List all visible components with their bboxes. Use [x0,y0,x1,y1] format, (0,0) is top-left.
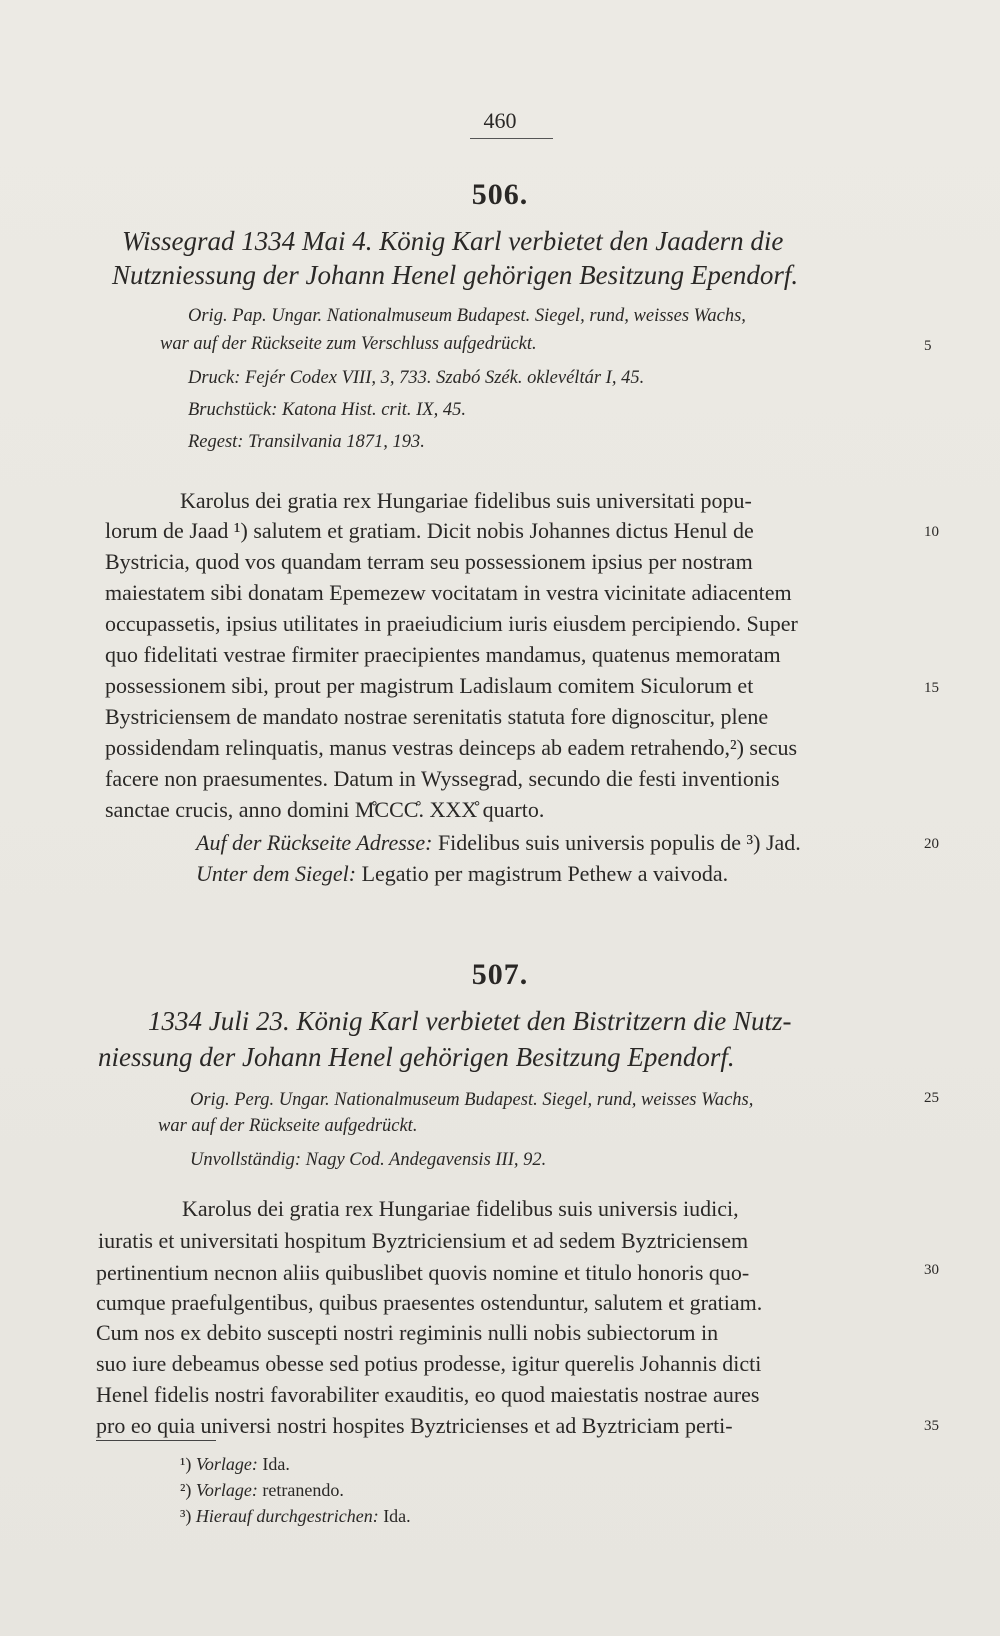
doc1-body-line-11: sanctae crucis, anno domini M̊CCC̊. XXX̊ quarto. [105,797,545,822]
footnote-label: Hierauf durchgestrichen: [195,1506,379,1526]
footnote-rule [96,1440,216,1441]
doc1-body-line-5: occupassetis, ipsius utilitates in praeiudicium iuris eiusdem percipiendo. Super [105,611,798,636]
line-number-5: 5 [924,338,932,354]
footnote-text: Ida. [383,1506,411,1526]
doc2-body-line-1: Karolus dei gratia rex Hungariae fidelibus suis universis iudici, [182,1196,739,1221]
doc2-title-line-1: 1334 Juli 23. König Karl verbietet den Bistritzern die Nutz- [148,1006,792,1036]
doc1-body-line-2: lorum de Jaad ¹) salutem et gratiam. Dicit nobis Johannes dictus Henul de [105,518,754,543]
doc1-seal-note [196,861,728,887]
doc2-meta-line-1: Orig. Perg. Ungar. Nationalmuseum Budapest. Siegel, rund, weisses Wachs, [190,1090,754,1110]
endorsement-text: Fidelibus suis universis populis de ³) Jad. [437,830,801,855]
footnote-text: Ida. [262,1454,290,1474]
doc2-body-line-2: iuratis et universitati hospitum Byztriciensium et ad sedem Byztriciensem [98,1228,749,1253]
doc1-body-line-4: maiestatem sibi donatam Epemezew vocitatam in vestra vicinitate adiacentem [105,580,792,605]
doc2-meta-line-2: war auf der Rückseite aufgedrückt. [158,1116,418,1136]
footnote-mark: ²) [180,1480,192,1500]
line-number-15: 15 [924,680,939,696]
footnote-text: retranendo. [262,1480,344,1500]
seal-label: Unter dem Siegel: [196,861,357,886]
footnote-mark: ¹) [180,1454,192,1474]
line-number-30: 30 [924,1262,939,1278]
doc1-endorsement [196,830,801,856]
line-number-10: 10 [924,524,939,540]
doc1-body-line-7: possessionem sibi, prout per magistrum Ladislaum comitem Siculorum et [105,673,754,698]
doc2-body-line-7: Henel fidelis nostri favorabiliter exauditis, eo quod maiestatis nostrae aures [96,1382,760,1407]
doc1-body-line-1: Karolus dei gratia rex Hungariae fidelibus suis universitati popu- [180,488,752,513]
doc2-body-line-6: suo iure debeamus obesse sed potius prodesse, igitur querelis Johannis dicti [96,1351,762,1376]
doc1-body-line-10: facere non praesumentes. Datum in Wyssegrad, secundo die festi inventionis [105,766,780,791]
endorsement-label: Auf der Rückseite Adresse: [196,830,433,855]
doc1-body-line-6: quo fidelitati vestrae firmiter praecipientes mandamus, quatenus memoratam [105,642,781,667]
doc1-body-line-8: Bystriciensem de mandato nostrae serenitatis statuta fore dignoscitur, plene [105,704,769,729]
doc2-body-line-4: cumque praefulgentibus, quibus praesentes ostenduntur, salutem et gratiam. [96,1290,763,1315]
footnote-1 [180,1454,290,1475]
footnote-3 [180,1506,411,1527]
doc2-title-line-2: niessung der Johann Henel gehörigen Besitzung Ependorf. [98,1042,735,1072]
line-number-25: 25 [924,1090,939,1106]
seal-text: Legatio per magistrum Pethew a vaivoda. [361,861,729,886]
doc2-body-line-5: Cum nos ex debito suscepti nostri regiminis nulli nobis subiectorum in [96,1320,719,1345]
doc2-meta-line-3: Unvollständig: Nagy Cod. Andegavensis III, 92. [190,1150,547,1170]
doc2-body-line-8: pro eo quia universi nostri hospites Byztricienses et ad Byztriciam perti- [96,1413,733,1438]
footnote-label: Vorlage: [195,1454,258,1474]
doc1-meta-line-3: Druck: Fejér Codex VIII, 3, 733. Szabó Szék. oklevéltár I, 45. [188,368,645,388]
doc1-body-line-3: Bystricia, quod vos quandam terram seu possessionem ipsius per nostram [105,549,753,574]
doc1-title-line-1: Wissegrad 1334 Mai 4. König Karl verbietet den Jaadern die [122,226,784,256]
footnote-mark: ³) [180,1506,192,1526]
page-number: 460 [483,108,517,133]
page-number-rule [470,138,553,139]
line-number-35: 35 [924,1418,939,1434]
document-number-506: 506. [471,178,529,211]
doc1-body-line-9: possidendam relinquatis, manus vestras deinceps ab eadem retrahendo,²) secus [105,735,798,760]
doc1-meta-line-4: Bruchstück: Katona Hist. crit. IX, 45. [188,400,466,420]
footnote-2 [180,1480,344,1501]
doc1-meta-line-5: Regest: Transilvania 1871, 193. [188,432,425,452]
document-number-507: 507. [471,958,529,991]
doc1-meta-line-2: war auf der Rückseite zum Verschluss aufgedrückt. [160,334,537,354]
doc2-body-line-3: pertinentium necnon aliis quibuslibet quovis nomine et titulo honoris quo- [96,1260,750,1285]
doc1-title-line-2: Nutzniessung der Johann Henel gehörigen Besitzung Ependorf. [112,260,799,290]
footnote-label: Vorlage: [195,1480,258,1500]
line-number-20: 20 [924,836,939,852]
doc1-meta-line-1: Orig. Pap. Ungar. Nationalmuseum Budapest. Siegel, rund, weisses Wachs, [188,306,746,326]
